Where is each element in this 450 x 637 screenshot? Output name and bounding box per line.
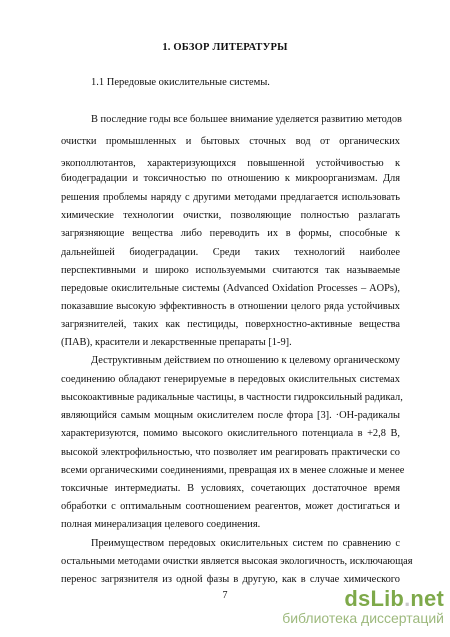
- text-line: перенос загрязнителя из одной фазы в другую, как в случае химического: [61, 574, 400, 585]
- text-line: химические технологии очистки, позволяющие полностью разлагать: [61, 210, 400, 221]
- text-line: дальнейшей биодеградации. Среди таких технологий наиболее: [61, 247, 400, 258]
- text-line: являющийся самым мощным окислителем после фтора [3]. ·OH-радикалы: [61, 410, 400, 421]
- section-heading: 1. ОБЗОР ЛИТЕРАТУРЫ: [162, 42, 288, 53]
- text-line: загрязнителей, таких как пестициды, поверхностно-активные вещества: [61, 319, 400, 330]
- text-line: соединению обладают генерируемые в передовых окислительных системах: [61, 374, 400, 385]
- text-line: показавшие высокую эффективность в отношении целого ряда устойчивых: [61, 301, 400, 312]
- text-line: перспективными и широко используемыми считаются так называемые: [61, 265, 400, 276]
- text-line: остальными методами очистки является высокая экологичность, исключающая: [61, 556, 413, 567]
- text-line: всеми органическими соединениями, превращая их в менее сложные и менее: [61, 465, 405, 476]
- text-line: передовые окислительные системы (Advanced Oxidation Processes – AOPs),: [61, 283, 400, 294]
- text-line: полная минерализация целевого соединения.: [61, 519, 261, 530]
- text-line: очистки промышленных и бытовых сточных вод от органических: [61, 136, 400, 147]
- text-line: Преимуществом передовых окислительных систем по сравнению с: [91, 538, 400, 549]
- text-line: решения проблемы наряду с другими методами предлагается использовать: [61, 192, 400, 203]
- watermark-logo: [282, 588, 444, 626]
- text-line: Деструктивным действием по отношению к целевому органическому: [91, 355, 400, 366]
- watermark-logo-text: dsLib.net: [344, 586, 444, 611]
- text-line: (ПАВ), красители и лекарственные препараты [1-9].: [61, 337, 292, 348]
- text-line: биодеградации и токсичностью по отношению к микроорганизмам. Для: [61, 173, 400, 184]
- text-line: токсичные интермедиаты. В условиях, сочетающих достаточное время: [61, 483, 400, 494]
- watermark-subtitle: библиотека диссертаций: [282, 610, 444, 626]
- text-line: высокой электрофильностью, что позволяет им реагировать практически со: [61, 447, 400, 458]
- text-line: загрязняющие вещества либо переводить их в формы, способные к: [61, 228, 400, 239]
- text-line: характеризуются, помимо высокого окислительного потенциала в +2,8 В,: [61, 428, 400, 439]
- text-line: В последние годы все большее внимание уделяется развитию методов: [91, 114, 402, 125]
- text-line: обработки с оптимальным соотношением реагентов, может достигаться и: [61, 501, 400, 512]
- page-number: 7: [222, 590, 228, 601]
- text-line: экополлютантов, характеризующихся повышенной устойчивостью к: [61, 158, 400, 169]
- subsection-heading: 1.1 Передовые окислительные системы.: [91, 77, 270, 88]
- text-line: высокоактивные радикальные частицы, в частности гидроксильный радикал,: [61, 392, 403, 403]
